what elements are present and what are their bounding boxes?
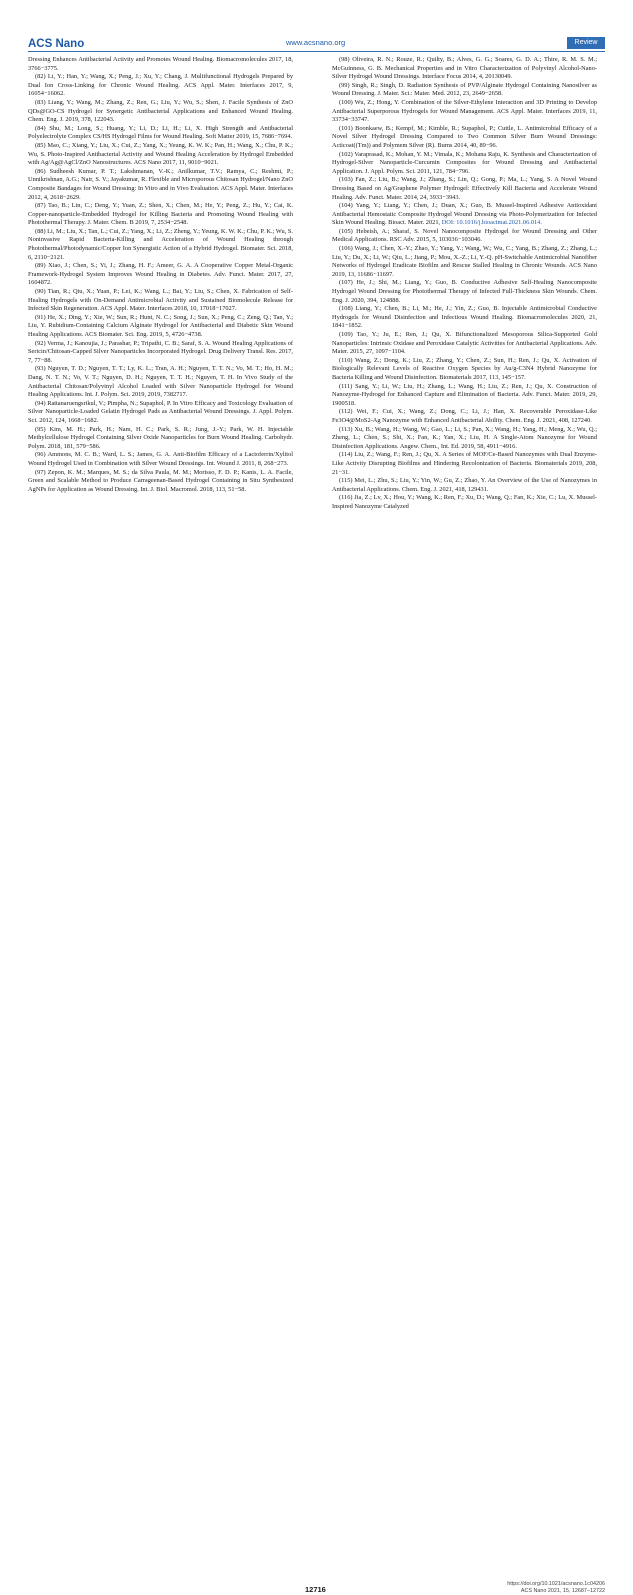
reference-item [332,202,597,228]
reference-item: (83) Liang, Y.; Wang, M.; Zhang, Z.; Ren, G.; Liu, Y.; Wu, S.; Shen, J. Facile Synthesis of ZnO QDs@GO-CS Hydrogel for Synergetic Antibacterial Applications and Enhanced Wound Healing. Chem. Eng. J. 2019, 378, 122043. [28,98,293,124]
reference-item: (91) He, X.; Ding, Y.; Xie, W.; Sun, R.; Hunt, N. C.; Song, J.; Sun, X.; Peng, C.; Zeng, Q.; Tan, Y.; Liu, Y. Rubidium-Containing Calcium Alginate Hydrogel for Antibacterial and Diabetic Skin Wound Healing Applications. ACS Biomater. Sci. Eng. 2019, 5, 4726−4738. [28,313,293,338]
reference-item: (88) Li, M.; Liu, X.; Tan, L.; Cui, Z.; Yang, X.; Li, Z.; Zheng, Y.; Yeung, K. W. K.; Chu, P. K.; Wu, S. Noninvasive Rapid Bacteria-Killing and Acceleration of Wound Healing through Photothermal/Photodynamic/Copper Ion Synergistic Action of a Hybrid Hydrogel. Biomater. Sci. 2018, 6, 2110−2121. [28,227,293,261]
journal-url[interactable]: www.acsnano.org [286,38,346,47]
reference-item: (87) Tao, B.; Lin, C.; Deng, Y.; Yuan, Z.; Shen, X.; Chen, M.; He, Y.; Peng, Z.; Hu, Y.; Cai, K. Copper-nanoparticle-Embedded Hydrogel for Killing Bacteria and Promoting Wound Healing with Photothermal Therapy. J. Mater. Chem. B 2019, 7, 2534−2548. [28,202,293,227]
reference-item: (111) Sang, Y.; Li, W.; Liu, H.; Zhang, L.; Wang, H.; Liu, Z.; Ren, J.; Qu, X. Construction of Nanozyme-Hydrogel for Enhanced Capture and Elimination of Bacteria. Adv. Funct. Mater. 2019, 29, 1900518. [332,382,597,407]
reference-item: Dressing Enhances Antibacterial Activity and Promotes Wound Healing. Biomacromolecules 2017, 18, 3766−3775. [28,56,293,72]
footer-journal-citation: ACS Nano 2021, 15, 12687−12722 [520,1588,605,1594]
page-footer [0,788,633,1594]
page-number: 12716 [305,1585,326,1594]
reference-item: (95) Kim, M. H.; Park, H.; Nam, H. C.; Park, S. R.; Jung, J.-Y.; Park, W. H. Injectable Methylcellulose Hydrogel Containing Silver Oxide Nanoparticles for Burn Wound Healing. Carbohydr. Polym. 2018, 181, 579−586. [28,425,293,450]
journal-name: ACS Nano [28,38,85,50]
reference-item: (86) Sudheesh Kumar, P. T.; Lakshmanan, V.-K.; Anilkumar, T.V.; Ramya, C.; Reshmi, P.; Unnikrishnan, A.G.; Nair, S. V.; Jayakumar, R. Flexible and Microporous Chitosan Hydrogel/Nano ZnO Composite Bandages for Wound Dressing: In Vitro and in Vivo Evaluation. ACS Appl. Mater. Interfaces 2012, 4, 2618−2629. [28,167,293,201]
reference-item: (115) Mei, L.; Zhu, S.; Liu, Y.; Yin, W.; Gu, Z.; Zhao, Y. An Overview of the Use of Nanozymes in Antibacterial Applications. Chem. Eng. J. 2021, 418, 129431. [332,477,597,493]
reference-item: (96) Ammons, M. C. B.; Ward, L. S.; James, G. A. Anti-Biofilm Efficacy of a Lactoferrin/Xylitol Wound Hydrogel Used in Combination with Silver Wound Dressings. Int. Wound J. 2011, 8, 268−273. [28,451,293,467]
footer-citation [507,1581,605,1595]
reference-item: (94) Rattanaruengsrikul, V.; Pimpha, N.; Supaphol, P. In Vitro Efficacy and Toxicology Evaluation of Silver Nanoparticle-Loaded Gelatin Hydrogel Pads as Antibacterial Wound Dressings. J. Appl. Polym. Sci. 2012, 124, 1668−1682. [28,399,293,424]
reference-item: (84) Shu, M.; Long, S.; Huang, Y.; Li, D.; Li, H.; Li, X. High Strength and Antibacterial Polyelectrolyte Complex CS/HS Hydrogel Films for Wound Healing. Soft Matter 2019, 15, 7686−7694. [28,124,293,141]
reference-item: (97) Zepon, K. M.; Marques, M. S.; da Silva Paula, M. M.; Morisso, F. D. P.; Kanis, L. A. Facile, Green and Scalable Method to Produce Carrageenan-Based Hydrogel Containing in Situ Synthesized AgNPs for Application as Wound Dressing. Int. J. Biol. Macromol. 2018, 113, 51−58. [28,468,293,493]
reference-item: (101) Boonkaew, B.; Kempf, M.; Kimble, R.; Supaphol, P.; Cuttle, L. Antimicrobial Efficacy of a Novel Silver Hydrogel Dressing Compared to Two Common Silver Burn Wound Dressings: Acticoat((Tm)) and Polymem Silver (R). Burns 2014, 40, 89−96. [332,124,597,149]
reference-item: (114) Liu, Z.; Wang, F.; Ren, J.; Qu, X. A Series of MOF/Ce-Based Nanozymes with Dual Enzyme-Like Activity Disrupting Biofilms and Hindering Recolonization of Bacteria. Biomaterials 2019, 208, 21−31. [332,451,597,476]
reference-item: (107) He, J.; Shi, M.; Liang, Y.; Guo, B. Conductive Adhesive Self-Healing Nanocomposite Hydrogel Wound Dressing for Photothermal Therapy of Infected Full-Thickness Skin Wounds. Chem. Eng. J. 2020, 394, 124888. [332,279,597,304]
reference-item: (116) Jia, Z.; Lv, X.; Hou, Y.; Wang, K.; Ren, F.; Xu, D.; Wang, Q.; Fan, K.; Xie, C.; Lu, X. Mussel-Inspired Nanozyme Catalyzed [332,494,597,510]
reference-item: (110) Wang, Z.; Dong, K.; Liu, Z.; Zhang, Y.; Chen, Z.; Sun, H.; Ren, J.; Qu, X. Activation of Biologically Relevant Levels of Reactive Oxygen Species by Au/g-C3N4 Hybrid Nanozyme for Bacteria Killing and Wound Disinfection. Biomaterials 2017, 113, 145−157. [332,356,597,381]
reference-item: (106) Wang, J.; Chen, X.-Y.; Zhao, Y.; Yang, Y.; Wang, W.; Wu, C.; Yang, B.; Zhang, Z.; Zhang, L.; Liu, Y.; Du, X.; Li, W.; Qiu, L.; Jiang, P.; Mou, X.-Z.; Li, Y.-Q. pH-Switchable Antimicrobial Nanofiber Networks of Hydrogel Eradicate Biofilm and Rescue Stalled Healing in Chronic Wounds. ACS Nano 2019, 13, 11686−11697. [332,245,597,278]
reference-item: (82) Li, Y.; Han, Y.; Wang, X.; Peng, J.; Xu, Y.; Chang, J. Multifunctional Hydrogels Prepared by Dual Ion Cross-Linking for Chronic Wound Healing. ACS Appl. Mater. Interfaces 2017, 9, 16054−16062. [28,73,293,98]
reference-item: (85) Mao, C.; Xiang, Y.; Liu, X.; Cui, Z.; Yang, X.; Yeung, K. W. K.; Pan, H.; Wang, X.; Chu, P. K.; Wu, S. Photo-Inspired Antibacterial Activity and Wound Healing Acceleration by Hydrogel Embedded with Ag/Ag@AgCl/ZnO Nanostructures. ACS Nano 2017, 11, 9010−9021. [28,141,293,167]
page-header [0,0,633,52]
reference-text: (104) Yang, Y.; Liang, Y.; Chen, J.; Duan, X.; Guo, B. Mussel-Inspired Adhesive Antioxidant Antibacterial Hemostatic Composite Hydrogel Wound Dressing via Photo-Polymerization for Infected Skin Wound Healing. Bioact. Mater. 2021, [332,202,597,227]
reference-item: (93) Nguyen, T. D.; Nguyen, T. T.; Ly, K. L.; Tran, A. H.; Nguyen, T. T. N.; Vo, M. T.; Ho, H. M.; Dang, N. T. N.; Vo, V. T.; Nguyen, D. H.; Nguyen, T. T. H.; Nguyen, T. H. In Vivo Study of the Antibacterial Chitosan/Polyvinyl Alcohol Loaded with Silver Nanoparticle Hydrogel for Wound Healing Applications. Int. J. Polym. Sci. 2019, 2019, 7382717. [28,365,293,399]
header-rule [28,51,605,52]
doi-link[interactable]: DOI: 10.1016/j.bioactmat.2021.06.014. [441,219,542,227]
footer-doi[interactable]: https://doi.org/10.1021/acsnano.1c04206 [507,1581,605,1587]
reference-item: (99) Singh, R.; Singh, D. Radiation Synthesis of PVP/Alginate Hydrogel Containing Nanosilver as Wound Dressing. J. Mater. Sci.: Mater. Med. 2012, 23, 2649−2658. [332,81,597,98]
reference-item: (89) Xiao, J.; Chen, S.; Yi, J.; Zhang, H. F.; Ameer, G. A. A Cooperative Copper Metal-Organic Framework-Hydrogel System Improves Wound Healing in Diabetes. Adv. Funct. Mater. 2017, 27, 1604872. [28,262,293,287]
reference-item: (92) Verma, J.; Kanoujia, J.; Parashar, P.; Tripathi, C. B.; Saraf, S. A. Wound Healing Applications of Sericin/Chitosan-Capped Silver Nanoparticles Incorporated Hydrogel. Drug Delivery Transl. Res. 2017, 7, 77−88. [28,339,293,364]
reference-item: (113) Xu, B.; Wang, H.; Wang, W.; Gao, L.; Li, S.; Pan, X.; Wang, H.; Yang, H.; Meng, X.; Wu, Q.; Zheng, L.; Chen, S.; Shi, X.; Fan, K.; Yan, X.; Liu, H. A Single-Atom Nanozyme for Wound Disinfection Applications. Angew. Chem., Int. Ed. 2019, 58, 4911−4916. [332,425,597,450]
reference-item: (103) Fan, Z.; Liu, B.; Wang, J.; Zhang, S.; Lin, Q.; Gong, P.; Ma, L.; Yang, S. A Novel Wound Dressing Based on Ag/Graphene Polymer Hydrogel: Effectively Kill Bacteria and Accelerate Wound Healing. Adv. Funct. Mater. 2014, 24, 3933−3943. [332,176,597,201]
reference-item: (102) Varaprasad, K.; Mohan, Y. M.; Vimala, K.; Mohana Raju, K. Synthesis and Characterization of Hydrogel-Silver Nanoparticle-Curcumin Composites for Wound Dressing and Antibacterial Application. J. Appl. Polym. Sci. 2011, 121, 784−796. [332,150,597,175]
reference-item: (100) Wu, Z.; Hong, Y. Combination of the Silver-Ethylene Interaction and 3D Printing to Develop Antibacterial Superporous Hydrogels for Wound Management. ACS Appl. Mater. Interfaces 2019, 11, 33734−33747. [332,98,597,124]
reference-item: (90) Tian, R.; Qiu, X.; Yuan, P.; Lei, K.; Wang, L.; Bai, Y.; Liu, S.; Chen, X. Fabrication of Self-Healing Hydrogels with On-Demand Antimicrobial Activity and Sustained Biomolecule Release for Infected Skin Regeneration. ACS Appl. Mater. Interfaces 2018, 10, 17018−17027. [28,288,293,313]
reference-item: (108) Liang, Y.; Chen, B.; Li, M.; He, J.; Yin, Z.; Guo, B. Injectable Antimicrobial Conductive Hydrogels for Wound Disinfection and Infectious Wound Healing. Biomacromolecules 2020, 21, 1841−1852. [332,305,597,330]
reference-item: (109) Tao, Y.; Ju, E.; Ren, J.; Qu, X. Bifunctionalized Mesoporous Silica-Supported Gold Nanoparticles: Intrinsic Oxidase and Peroxidase Catalytic Activities for Antibacterial Applications. Adv. Mater. 2015, 27, 1097−1104. [332,331,597,356]
references-left-column [28,56,293,494]
reference-item: (112) Wei, F.; Cui, X.; Wang, Z.; Dong, C.; Li, J.; Han, X. Recoverable Peroxidase-Like Fe3O4@MoS2-Ag Nanozyme with Enhanced Antibacterial Ability. Chem. Eng. J. 2021, 408, 127240. [332,408,597,424]
reference-item: (98) Oliveira, R. N.; Rouze, R.; Quilty, B.; Alves, G. G.; Soares, G. D. A.; Thire, R. M. S. M.; McGuinness, G. B. Mechanical Properties and in Vitro Characterization of Polyvinyl Alcohol-Nano-Silver Hydrogel Wound Dressings. Interface Focus 2014, 4, 20130049. [332,56,597,81]
article-type-badge: Review [567,37,605,49]
references-right-column [332,56,597,511]
reference-item: (105) Hebeish, A.; Sharaf, S. Novel Nanocomposite Hydrogel for Wound Dressing and Other Medical Applications. RSC Adv. 2015, 5, 103036−103046. [332,227,597,244]
